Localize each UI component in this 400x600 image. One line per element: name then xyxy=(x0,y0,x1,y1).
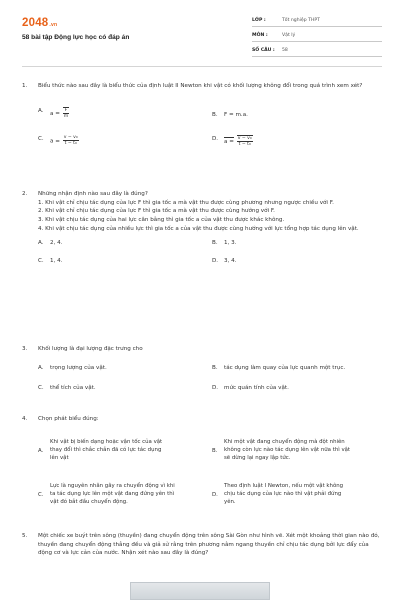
fraction-denominator: m xyxy=(63,113,69,119)
question-number: 3. xyxy=(22,346,28,352)
option-text: thể tích của vật. xyxy=(50,384,96,391)
meta-key: MÔN : xyxy=(252,32,268,38)
boat-figure-image xyxy=(130,582,270,600)
option-letter: D. xyxy=(212,491,218,498)
option-text: 1, 3. xyxy=(224,240,237,247)
question-text: Chọn phát biểu đúng: xyxy=(38,416,99,422)
question-number: 1. xyxy=(22,83,28,89)
option-letter: D. xyxy=(212,135,219,142)
question-text: Biểu thức nào sau đây là biểu thức của định luật II Newton khi vật có khối lượng không đổi trong quá trình xem xét? xyxy=(38,83,363,89)
meta-row-class xyxy=(252,15,382,27)
fraction-numerator: F xyxy=(64,107,68,113)
option-letter: C. xyxy=(38,258,44,265)
answer-options xyxy=(38,424,382,524)
option-letter: D. xyxy=(212,258,219,265)
option-letter: A. xyxy=(38,447,44,454)
site-logo[interactable] xyxy=(22,15,57,33)
option-letter: D. xyxy=(212,384,219,391)
option-a[interactable] xyxy=(38,107,69,120)
question-text: Một chiếc xe buýt trên sông (thuyền) đang chuyển động trên sông Sài Gòn như hình vẽ. Xét một khoảng thời gian nào đó, thuyền đang chuyển động thẳng đều và giả sử rằng trên phương nằm ngang thuyền chỉ chịu tác dụng bởi lực đẩy của động cơ và lực cản của nước. Nhận xét nào sau đây là đúng? xyxy=(38,533,380,557)
option-c[interactable] xyxy=(38,257,62,266)
question-number: 2. xyxy=(22,191,28,197)
question-2 xyxy=(22,190,382,267)
option-a[interactable] xyxy=(38,239,62,248)
statement-1: 1. Khi vật chỉ chịu tác dụng của lực F thì gia tốc a mà vật thu được cùng phương nhưng ngược chiều với F. xyxy=(38,199,334,206)
answer-options xyxy=(38,354,382,398)
question-1 xyxy=(22,82,382,153)
question-text: Những nhận định nào sau đây là đúng? xyxy=(38,191,148,197)
option-letter: C. xyxy=(38,135,44,142)
option-letter: B. xyxy=(212,447,218,454)
meta-key: LỚP : xyxy=(252,17,266,23)
option-d[interactable] xyxy=(212,135,253,148)
statement-2: 2. Khi vật chỉ chịu tác dụng của lực F thì gia tốc a mà vật thu được cùng hướng với F. xyxy=(38,208,275,215)
option-text: mức quán tính của vật. xyxy=(224,384,289,391)
question-number: 4. xyxy=(22,416,28,422)
option-letter: C. xyxy=(38,384,44,391)
document-header xyxy=(0,0,400,66)
statement-3: 3. Khi vật chịu tác dụng của hai lực cân bằng thì gia tốc a của vật thu được khác không. xyxy=(38,216,285,223)
option-text: tác dụng làm quay của lực quanh một trục. xyxy=(224,364,346,371)
question-3 xyxy=(22,345,382,398)
question-number: 5. xyxy=(22,533,28,539)
option-b[interactable] xyxy=(212,239,236,248)
statement-4: 4. Khi vật chịu tác dụng của nhiều lực thì gia tốc a của vật thu được cùng hướng với lực tổng hợp tác dụng lên vật. xyxy=(38,225,359,232)
option-letter: B. xyxy=(212,240,218,247)
option-c[interactable] xyxy=(38,384,96,393)
logo-tld: .vn xyxy=(49,22,58,28)
option-letter: B. xyxy=(212,111,218,118)
fraction xyxy=(63,107,69,120)
meta-key: SỐ CÂU : xyxy=(252,47,275,53)
meta-value: Tốt nghiệp THPT xyxy=(282,17,320,23)
option-d[interactable] xyxy=(212,384,289,393)
question-4 xyxy=(22,415,382,524)
option-text: Khi một vật đang chuyển động mà đột nhiên không còn lực nào tác dụng lên vật nữa thì vật sẽ dừng lại ngay lập tức. xyxy=(224,438,351,462)
option-text: Lực là nguyên nhân gây ra chuyển động vì khi ta tác dụng lực lên một vật đang đứng yên thì vật đó bắt đầu chuyển động. xyxy=(50,482,175,506)
option-d[interactable] xyxy=(212,482,382,507)
answer-options xyxy=(38,91,382,153)
option-letter: A. xyxy=(38,364,44,371)
meta-value: Vật lý xyxy=(282,32,296,38)
formula-lhs: a = xyxy=(224,138,234,145)
fraction-numerator: v − v₀ xyxy=(63,134,78,140)
option-text: Khi vật bị biến dạng hoặc vận tốc của vật thay đổi thì chắc chắn đã có lực tác dụng lên vật xyxy=(50,438,163,462)
option-text: Theo định luật I Newton, nếu một vật không chịu tác dụng của lực nào thì vật phải đứng yên. xyxy=(224,482,344,506)
option-text: 3, 4. xyxy=(224,258,237,265)
meta-row-subject xyxy=(252,30,382,42)
option-letter: B. xyxy=(212,364,218,371)
option-b[interactable] xyxy=(212,438,382,463)
option-letter: C. xyxy=(38,491,44,498)
formula-lhs: a = xyxy=(50,138,60,145)
answer-options xyxy=(38,233,382,267)
option-d[interactable] xyxy=(212,257,236,266)
question-text: Khối lượng là đại lượng đặc trưng cho xyxy=(38,346,143,352)
option-formula xyxy=(224,135,253,148)
option-text: F = m.a. xyxy=(224,111,248,118)
formula-lhs: a = xyxy=(50,110,60,117)
document-title: 58 bài tập Động lực học có đáp án xyxy=(22,34,130,41)
option-letter: A. xyxy=(38,240,44,247)
option-text: 1, 4. xyxy=(50,258,63,265)
fraction-denominator: t − t₀ xyxy=(238,141,251,147)
option-b[interactable] xyxy=(212,364,345,373)
option-c[interactable] xyxy=(38,135,79,147)
option-letter: A. xyxy=(38,107,44,114)
fraction xyxy=(63,135,79,147)
option-formula xyxy=(50,135,79,147)
option-b[interactable] xyxy=(212,111,248,120)
document-meta xyxy=(252,15,382,60)
option-c[interactable] xyxy=(38,482,208,507)
meta-row-count xyxy=(252,45,382,57)
option-formula xyxy=(50,107,69,120)
header-divider xyxy=(22,66,382,67)
meta-value: 58 xyxy=(282,47,288,53)
logo-main: 2048 xyxy=(22,17,49,29)
fraction-denominator: t − t₀ xyxy=(64,141,77,147)
option-text: trọng lượng của vật. xyxy=(50,364,107,371)
option-text: 2, 4. xyxy=(50,240,63,247)
fraction xyxy=(237,135,253,148)
fraction-numerator: v − v₀ xyxy=(237,135,252,141)
question-5 xyxy=(22,532,382,558)
option-a[interactable] xyxy=(38,438,208,463)
option-a[interactable] xyxy=(38,364,107,373)
